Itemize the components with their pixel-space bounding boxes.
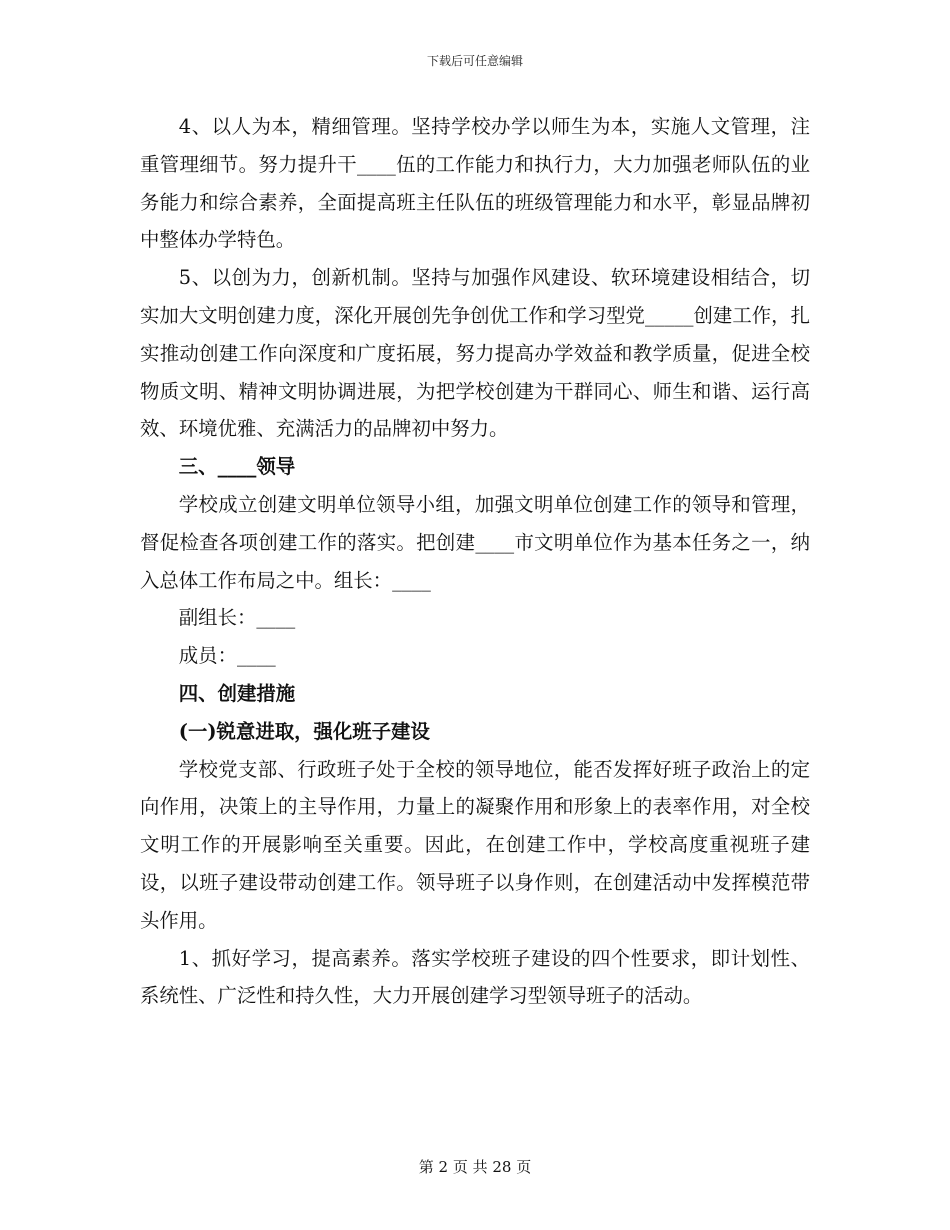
section-heading-3: 三、____领导	[178, 455, 296, 479]
page-footer: 第 2 页 共 28 页	[418, 1158, 532, 1176]
page-header: 下载后可任意编辑	[426, 54, 523, 68]
paragraph-deputy-leader: 副组长：____	[178, 606, 296, 630]
document-body	[140, 108, 810, 1015]
paragraph-study: 1、抓好学习，提高素养。落实学校班子建设的四个性要求，即计划性、系统性、广泛性和持久性，大力开展创建学习型领导班子的活动。	[140, 946, 810, 1008]
paragraph-item-5: 5、以创为力，创新机制。坚持与加强作风建设、软环境建设相结合，切实加大文明创建力度，深化开展创先争创优工作和学习型党_____创建工作，扎实推动创建工作向深度和广度拓展，努力提高办学效益和教学质量，促进全校物质文明、精神文明协调进展，为把学校创建为干群同心、师生和谐、运行高效、环境优雅、充满活力的品牌初中努力。	[140, 266, 810, 441]
subsection-heading-1: (一)锐意进取，强化班子建设	[178, 719, 430, 743]
paragraph-team-building: 学校党支部、行政班子处于全校的领导地位，能否发挥好班子政治上的定向作用，决策上的主导作用，力量上的凝聚作用和形象上的表率作用，对全校文明工作的开展影响至关重要。因此，在创建工作中，学校高度重视班子建设，以班子建设带动创建工作。领导班子以身作则，在创建活动中发挥模范带头作用。	[140, 757, 810, 932]
paragraph-members: 成员：____	[178, 644, 276, 668]
paragraph-item-4: 4、以人为本，精细管理。坚持学校办学以师生为本，实施人文管理，注重管理细节。努力提升干____伍的工作能力和执行力，大力加强老师队伍的业务能力和综合素养，全面提高班主任队伍的班级管理能力和水平，彰显品牌初中整体办学特色。	[140, 115, 810, 252]
section-heading-4: 四、创建措施	[178, 681, 296, 705]
paragraph-leadership: 学校成立创建文明单位领导小组，加强文明单位创建工作的领导和管理，督促检查各项创建工作的落实。把创建____市文明单位作为基本任务之一，纳入总体工作布局之中。组长：____	[140, 492, 810, 592]
